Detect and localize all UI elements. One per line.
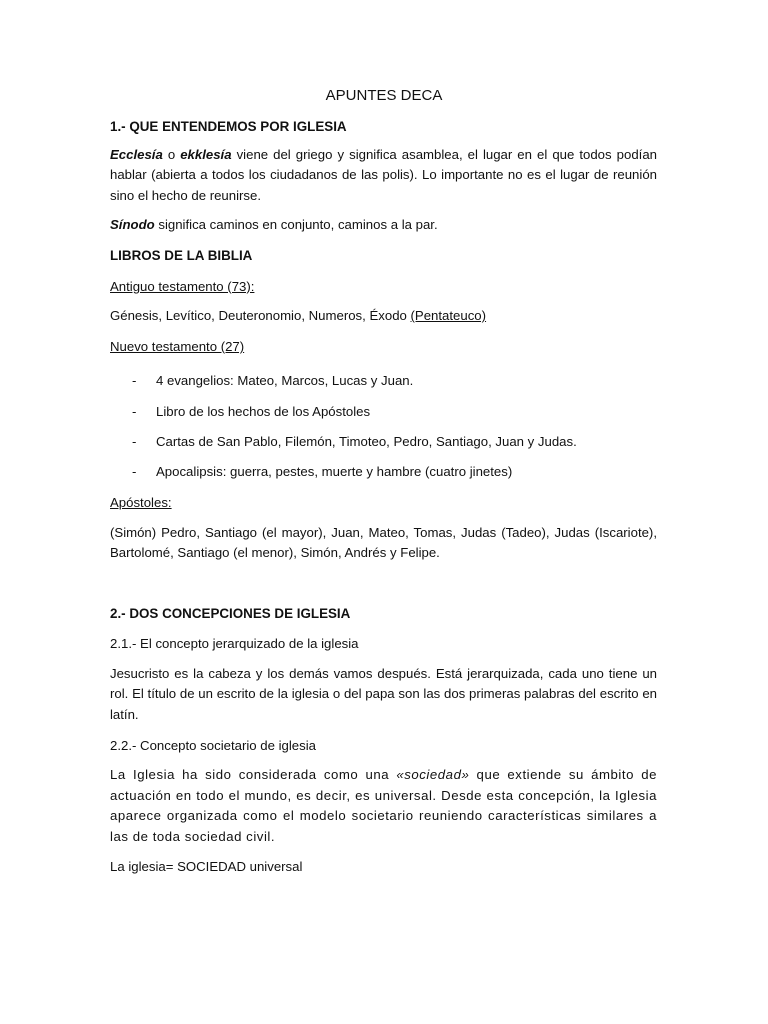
- apostoles-label: Apóstoles:: [110, 495, 172, 510]
- nuevo-testamento-label: Nuevo testamento (27): [110, 339, 245, 354]
- ecclesia-paragraph: [110, 145, 657, 206]
- connector-o: o: [162, 147, 181, 162]
- societario-paragraph: [110, 765, 657, 847]
- section-2-heading: 2.- DOS CONCEPCIONES DE IGLESIA: [110, 606, 351, 621]
- list-item-text: 4 evangelios: Mateo, Marcos, Lucas y Juan.: [156, 373, 414, 388]
- subsection-2-1-heading: 2.1.- El concepto jerarquizado de la iglesia: [110, 636, 359, 651]
- term-sinodo: Sínodo: [110, 217, 155, 232]
- pentateuco-label: (Pentateuco): [410, 308, 487, 323]
- list-dash: -: [132, 434, 137, 449]
- term-ecclesia: Ecclesía: [110, 147, 163, 162]
- sinodo-definition: significa caminos en conjunto, caminos a la par.: [154, 217, 438, 232]
- antiguo-testamento-books: [110, 306, 657, 326]
- list-item-text: Libro de los hechos de los Apóstoles: [156, 404, 371, 419]
- antiguo-testamento-heading: [110, 277, 657, 297]
- societario-text-end: que extiende su ámbito de actuación en todo el mundo, es decir, es universal. Desde esta concepción, la Iglesia aparece organizada como el modelo societario reuniendo características similares a las de toda sociedad civil.: [110, 767, 657, 844]
- libros-heading: LIBROS DE LA BIBLIA: [110, 248, 253, 263]
- apostoles-paragraph: (Simón) Pedro, Santiago (el mayor), Juan, Mateo, Tomas, Judas (Tadeo), Judas (Iscariote), Bartolomé, Santiago (el menor), Simón, Andrés y Felipe.: [110, 525, 657, 561]
- at-books-list: Génesis, Levítico, Deuteronomio, Numeros, Éxodo: [110, 308, 411, 323]
- list-item-text: Apocalipsis: guerra, pestes, muerte y hambre (cuatro jinetes): [156, 464, 513, 479]
- antiguo-testamento-label: Antiguo testamento (73):: [110, 279, 255, 294]
- list-item-text: Cartas de San Pablo, Filemón, Timoteo, Pedro, Santiago, Juan y Judas.: [156, 434, 577, 449]
- sinodo-paragraph: [110, 215, 657, 235]
- term-ekklesia: ekklesía: [180, 147, 232, 162]
- document-title: APUNTES DECA: [325, 87, 443, 104]
- societario-text-start: La Iglesia ha sido considerada como una: [110, 767, 397, 782]
- sociedad-term: «sociedad»: [396, 767, 470, 782]
- list-dash: -: [132, 404, 137, 419]
- ecclesia-definition: viene del griego y significa asamblea, el lugar en el que todos podían hablar (abierta a todos los ciudadanos de las polis). Lo importante no es el lugar de reunión sino el hecho de reunirse.: [110, 147, 657, 203]
- section-1-heading: 1.- QUE ENTENDEMOS POR IGLESIA: [110, 119, 347, 134]
- apostoles-heading: [110, 493, 657, 513]
- list-dash: -: [132, 373, 137, 388]
- subsection-2-2-heading: 2.2.- Concepto societario de iglesia: [110, 738, 316, 753]
- jerarquizado-paragraph: Jesucristo es la cabeza y los demás vamos después. Está jerarquizada, cada uno tiene un rol. El título de un escrito de la iglesia o del papa son las dos primeras palabras del escrito en latín.: [110, 666, 657, 722]
- list-dash: -: [132, 464, 137, 479]
- nuevo-testamento-heading: [110, 337, 657, 357]
- final-statement: La iglesia= SOCIEDAD universal: [110, 859, 303, 874]
